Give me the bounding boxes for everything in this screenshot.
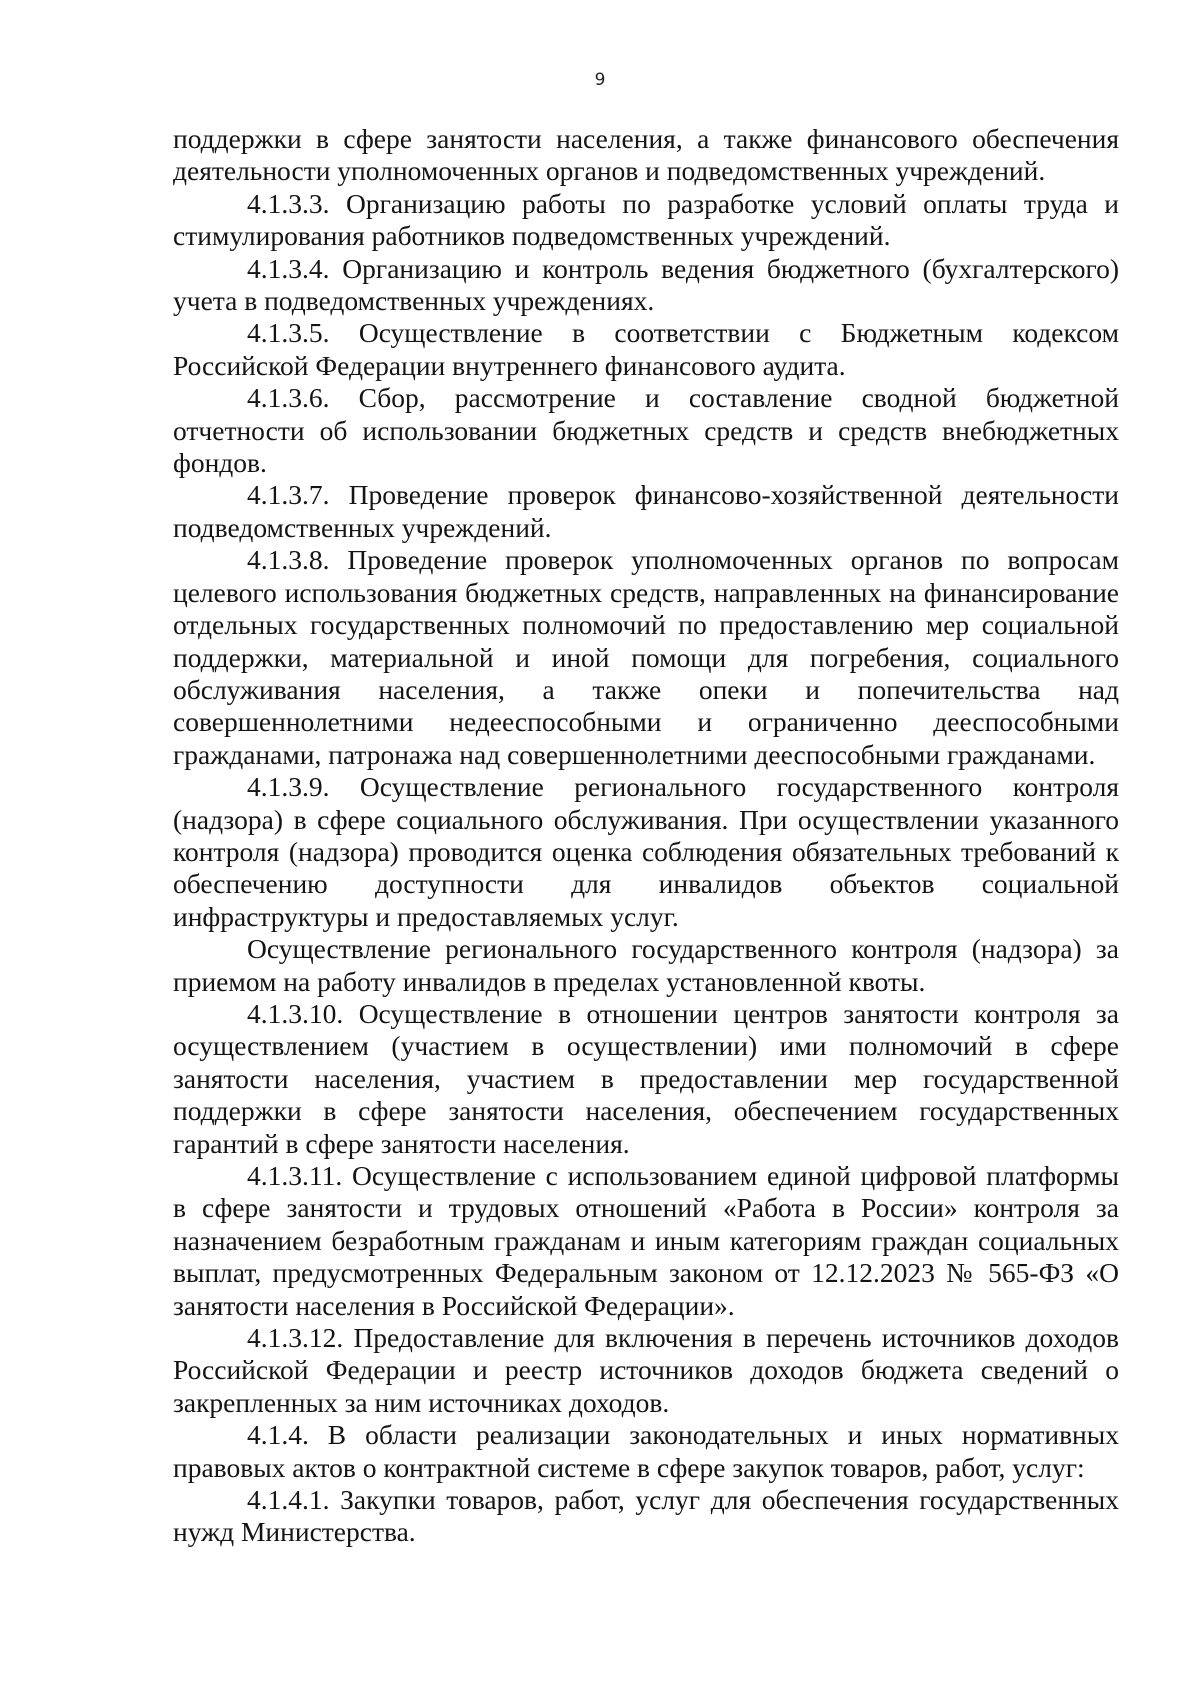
paragraph-4-1-3-11: 4.1.3.11. Осуществление с использованием единой цифровой платформы в сфере занятости и трудовых отношений «Работа в России» контроля за назначением безработным гражданам и иным категориям граждан социальных выплат, предусмотренных Федеральным законом от 12.12.2023 № 565-ФЗ «О занятости населения в Российской Федерации». bbox=[173, 1160, 1119, 1321]
paragraph-4-1-3-5: 4.1.3.5. Осуществление в соответствии с Бюджетным кодексом Российской Федерации внутреннего финансового аудита. bbox=[173, 317, 1119, 381]
paragraph-4-1-3-3: 4.1.3.3. Организацию работы по разработке условий оплаты труда и стимулирования работников подведомственных учреждений. bbox=[173, 187, 1119, 252]
paragraph-4-1-3-8: 4.1.3.8. Проведение проверок уполномоченных органов по вопросам целевого использования бюджетных средств, направленных на финансирование отдельных государственных полномочий по предоставлению мер социальной поддержки, материальной и иной помощи для погребения, социального обслуживания населения, а также опеки и попечительства над совершеннолетними недееспособными и ограниченно дееспособными гражданами, патронажа над совершеннолетними дееспособными гражданами. bbox=[173, 544, 1119, 770]
paragraph-quota-control: Осуществление регионального государственного контроля (надзора) за приемом на работу инвалидов в пределах установленной квоты. bbox=[173, 933, 1119, 997]
paragraph-4-1-4: 4.1.4. В области реализации законодательных и иных нормативных правовых актов о контрактной системе в сфере закупок товаров, работ, услуг: bbox=[173, 1419, 1119, 1483]
paragraph-4-1-3-7: 4.1.3.7. Проведение проверок финансово-хозяйственной деятельности подведомственных учреждений. bbox=[173, 479, 1119, 543]
document-body bbox=[173, 123, 1119, 1549]
paragraph-4-1-3-6: 4.1.3.6. Сбор, рассмотрение и составление сводной бюджетной отчетности об использовании бюджетных средств и средств внебюджетных фондов. bbox=[173, 382, 1119, 479]
paragraph-continuation: поддержки в сфере занятости населения, а также финансового обеспечения деятельности уполномоченных органов и подведомственных учреждений. bbox=[173, 123, 1119, 187]
paragraph-4-1-3-9: 4.1.3.9. Осуществление регионального государственного контроля (надзора) в сфере социального обслуживания. При осуществлении указанного контроля (надзора) проводится оценка соблюдения обязательных требований к обеспечению доступности для инвалидов объектов социальной инфраструктуры и предоставляемых услуг. bbox=[173, 771, 1119, 932]
paragraph-4-1-4-1: 4.1.4.1. Закупки товаров, работ, услуг для обеспечения государственных нужд Министерства. bbox=[173, 1484, 1119, 1548]
page-number: 9 bbox=[594, 70, 606, 90]
paragraph-4-1-3-10: 4.1.3.10. Осуществление в отношении центров занятости контроля за осуществлением (участием в осуществлении) ими полномочий в сфере занятости населения, участием в предоставлении мер государственной поддержки в сфере занятости населения, обеспечением государственных гарантий в сфере занятости населения. bbox=[173, 997, 1119, 1159]
paragraph-4-1-3-12: 4.1.3.12. Предоставление для включения в перечень источников доходов Российской Федерации и реестр источников доходов бюджета сведений о закрепленных за ним источниках доходов. bbox=[173, 1322, 1119, 1418]
paragraph-4-1-3-4: 4.1.3.4. Организацию и контроль ведения бюджетного (бухгалтерского) учета в подведомственных учреждениях. bbox=[173, 252, 1119, 317]
